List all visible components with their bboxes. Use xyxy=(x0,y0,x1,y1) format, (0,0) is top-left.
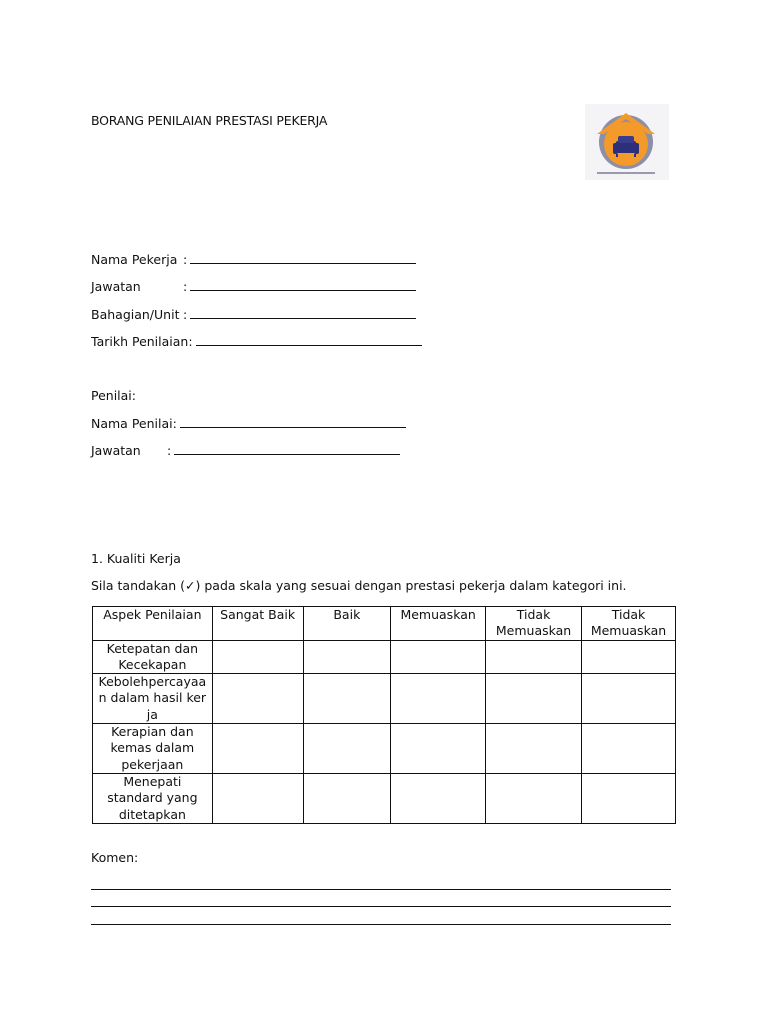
table-row xyxy=(93,674,676,724)
header-unsatisfactory-2: Tidak Memuaskan xyxy=(582,607,676,641)
rating-cell[interactable] xyxy=(212,674,303,724)
field-label: Nama Pekerja xyxy=(91,252,178,267)
aspect-label: Menepati standard yang ditetapkan xyxy=(93,773,213,823)
rating-cell[interactable] xyxy=(486,724,582,774)
assessor-name-line[interactable] xyxy=(180,415,406,428)
section-instruction: Sila tandakan (✓) pada skala yang sesuai dengan prestasi pekerja dalam kategori ini. xyxy=(91,578,627,593)
evaluation-date-field xyxy=(91,333,422,349)
field-colon: : xyxy=(183,279,188,294)
employee-department-field xyxy=(91,306,416,322)
rating-table xyxy=(92,606,676,824)
field-colon: : xyxy=(183,307,188,322)
header-aspect: Aspek Penilaian xyxy=(93,607,213,641)
rating-cell[interactable] xyxy=(303,773,391,823)
rating-cell[interactable] xyxy=(391,674,486,724)
rating-cell[interactable] xyxy=(212,724,303,774)
rating-cell[interactable] xyxy=(486,640,582,674)
table-row xyxy=(93,773,676,823)
header-excellent: Sangat Baik xyxy=(212,607,303,641)
section-heading: 1. Kualiti Kerja xyxy=(91,551,181,566)
rating-cell[interactable] xyxy=(486,674,582,724)
aspect-label: Kebolehpercayaan dalam hasil kerja xyxy=(93,674,213,724)
rating-cell[interactable] xyxy=(391,640,486,674)
comment-line[interactable] xyxy=(91,906,671,907)
rating-cell[interactable] xyxy=(582,640,676,674)
field-label: Tarikh Penilaian: xyxy=(91,334,193,349)
company-logo xyxy=(585,104,669,180)
rating-cell[interactable] xyxy=(391,724,486,774)
rating-cell[interactable] xyxy=(303,674,391,724)
employee-position-field xyxy=(91,278,416,294)
assessor-name-field xyxy=(91,415,406,431)
rating-cell[interactable] xyxy=(303,640,391,674)
comment-label: Komen: xyxy=(91,850,139,865)
form-title: BORANG PENILAIAN PRESTASI PEKERJA xyxy=(91,113,328,128)
field-label: Nama Penilai: xyxy=(91,416,177,431)
rating-cell[interactable] xyxy=(391,773,486,823)
employee-department-line[interactable] xyxy=(190,306,416,319)
assessor-position-field xyxy=(91,442,400,458)
employee-name-line[interactable] xyxy=(190,251,416,264)
header-good: Baik xyxy=(303,607,391,641)
employee-name-field xyxy=(91,251,416,267)
assessor-position-line[interactable] xyxy=(174,442,400,455)
rating-cell[interactable] xyxy=(303,724,391,774)
rating-cell[interactable] xyxy=(212,640,303,674)
rating-cell[interactable] xyxy=(582,773,676,823)
rating-cell[interactable] xyxy=(486,773,582,823)
header-unsatisfactory: Tidak Memuaskan xyxy=(486,607,582,641)
evaluation-date-line[interactable] xyxy=(196,333,422,346)
rating-cell[interactable] xyxy=(212,773,303,823)
header-satisfactory: Memuaskan xyxy=(391,607,486,641)
sofa-house-logo-icon xyxy=(585,104,669,180)
field-label: Jawatan xyxy=(91,279,141,294)
table-row xyxy=(93,640,676,674)
table-row xyxy=(93,724,676,774)
field-colon: : xyxy=(183,252,188,267)
employee-position-line[interactable] xyxy=(190,278,416,291)
aspect-label: Kerapian dan kemas dalam pekerjaan xyxy=(93,724,213,774)
rating-cell[interactable] xyxy=(582,674,676,724)
field-colon: : xyxy=(167,443,172,458)
field-label: Bahagian/Unit xyxy=(91,307,180,322)
aspect-label: Ketepatan dan Kecekapan xyxy=(93,640,213,674)
comment-line[interactable] xyxy=(91,889,671,890)
comment-line[interactable] xyxy=(91,924,671,925)
field-label: Jawatan xyxy=(91,443,141,458)
table-header-row xyxy=(93,607,676,641)
rating-cell[interactable] xyxy=(582,724,676,774)
assessor-heading: Penilai: xyxy=(91,388,136,403)
